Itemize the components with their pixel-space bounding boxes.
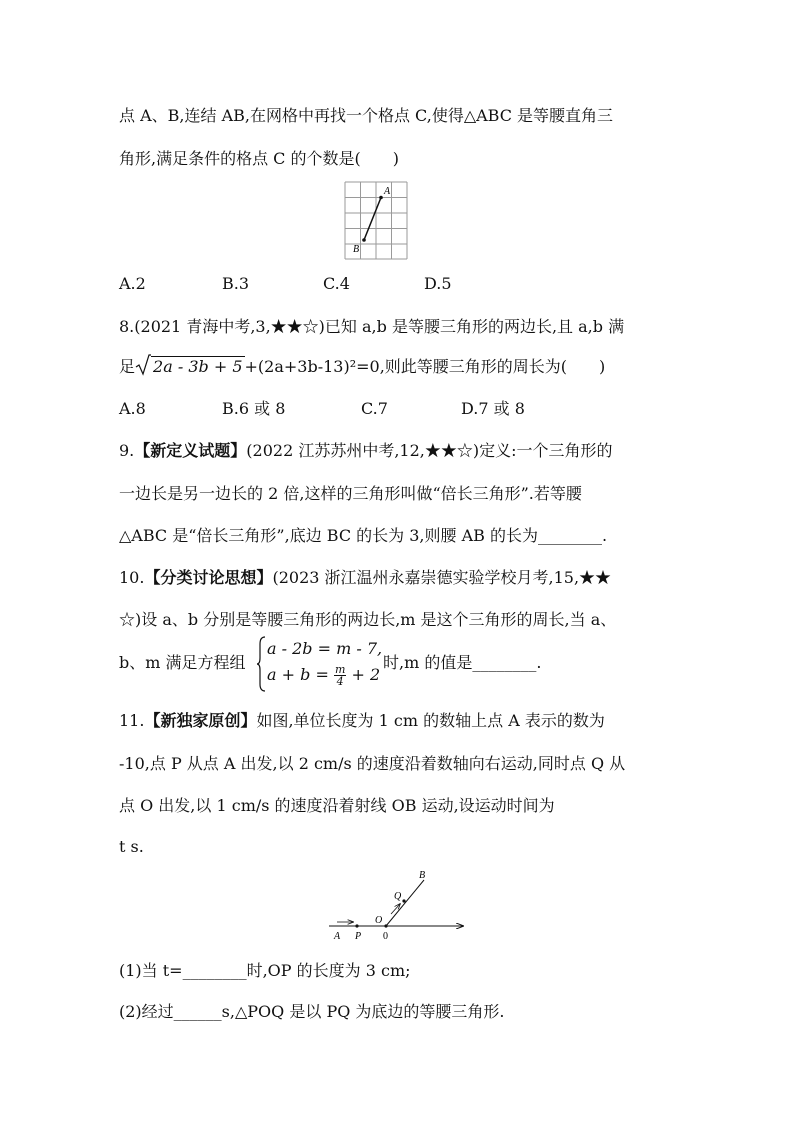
- q11-line-3: 点 O 出发,以 1 cm/s 的速度沿着射线 OB 运动,设运动时间为: [119, 796, 555, 815]
- q10-tag: 【分类讨论思想】: [144, 568, 273, 587]
- q9-tag: 【新定义试题】: [134, 441, 247, 460]
- q10-line-2: ☆)设 a、b 分别是等腰三角形的两边长,m 是这个三角形的周长,当 a、: [119, 610, 617, 629]
- q8-suffix: +(2a+3b-13)²=0,则此等腰三角形的周长为( ): [244, 357, 606, 376]
- sqrt-icon: [135, 354, 151, 376]
- q10-number: 10.: [119, 568, 145, 587]
- point-p: [355, 924, 358, 927]
- q11-tag: 【新独家原创】: [144, 711, 257, 730]
- label-a: A: [334, 931, 341, 940]
- q11-sub-2: (2)经过______s,△POQ 是以 PQ 为底边的等腰三角形.: [119, 1002, 505, 1021]
- equation-1: a - 2b = m - 7,: [267, 639, 383, 658]
- brace-icon: [256, 636, 266, 692]
- point-a: [379, 196, 383, 200]
- ray-ob: [386, 880, 424, 926]
- q7-line-2: 角形,满足条件的格点 C 的个数是( ): [119, 149, 399, 168]
- q10-line-3-prefix: b、m 满足方程组: [119, 653, 246, 672]
- label-b: B: [419, 870, 426, 881]
- label-b: B: [353, 244, 360, 255]
- q11-line-2: -10,点 P 从点 A 出发,以 2 cm/s 的速度沿着数轴向右运动,同时点 Q 从: [119, 754, 626, 773]
- q8-option-d: D.7 或 8: [461, 399, 525, 418]
- q11-line-1-text: 如图,单位长度为 1 cm 的数轴上点 A 表示的数为: [256, 711, 605, 730]
- q7-line-1: 点 A、B,连结 AB,在网格中再找一个格点 C,使得△ABC 是等腰直角三: [119, 106, 614, 125]
- q9-line-1: [119, 440, 613, 462]
- q7-option-a: A.2: [119, 274, 146, 293]
- segment-ab: [364, 198, 381, 241]
- label-q: Q: [394, 891, 402, 902]
- q9-line-2: 一边长是另一边长的 2 倍,这样的三角形叫做“倍长三角形”.若等腰: [119, 484, 582, 503]
- q11-sub-1: (1)当 t=________时,OP 的长度为 3 cm;: [119, 961, 411, 980]
- label-zero: 0: [383, 931, 388, 940]
- q10-line-1-text: (2023 浙江温州永嘉崇德实验学校月考,15,★★: [272, 568, 612, 587]
- q8-line-2: [119, 356, 605, 378]
- label-a: A: [384, 186, 391, 197]
- q8-option-b: B.6 或 8: [222, 399, 286, 418]
- q10-line-1: [119, 567, 611, 589]
- grid-figure: [343, 180, 409, 260]
- label-o: O: [375, 915, 383, 926]
- point-o: [384, 924, 387, 927]
- point-q: [402, 899, 405, 902]
- q7-option-d: D.5: [424, 274, 452, 293]
- sqrt-expression: 2a - 3b + 5: [135, 356, 244, 378]
- q8-option-c: C.7: [361, 399, 388, 418]
- q9-line-1-text: (2022 江苏苏州中考,12,★★☆)定义:一个三角形的: [246, 441, 613, 460]
- q8-prefix: 足: [119, 357, 136, 376]
- point-b: [362, 238, 366, 242]
- q7-option-b: B.3: [222, 274, 250, 293]
- q8-line-1: 8.(2021 青海中考,3,★★☆)已知 a,b 是等腰三角形的两边长,且 a,b 满: [119, 317, 625, 336]
- q11-line-4: t s.: [119, 837, 144, 856]
- q8-option-a: A.8: [119, 399, 146, 418]
- q11-number: 11.: [119, 711, 145, 730]
- equation-2: a + b = $\frac{m}{4}$ + 2: [267, 663, 381, 688]
- fraction-m-over-4: $\frac{m}{4}$: [334, 663, 346, 688]
- q9-number: 9.: [119, 441, 135, 460]
- q9-line-3: △ABC 是“倍长三角形”,底边 BC 的长为 3,则腰 AB 的长为________.: [119, 526, 608, 545]
- q7-option-c: C.4: [323, 274, 350, 293]
- q10-line-3-suffix: 时,m 的值是________.: [383, 653, 542, 672]
- number-line-figure: [325, 868, 470, 940]
- q11-line-1: [119, 710, 605, 732]
- label-p: P: [355, 931, 362, 940]
- q-motion-arrow-icon: [391, 904, 400, 914]
